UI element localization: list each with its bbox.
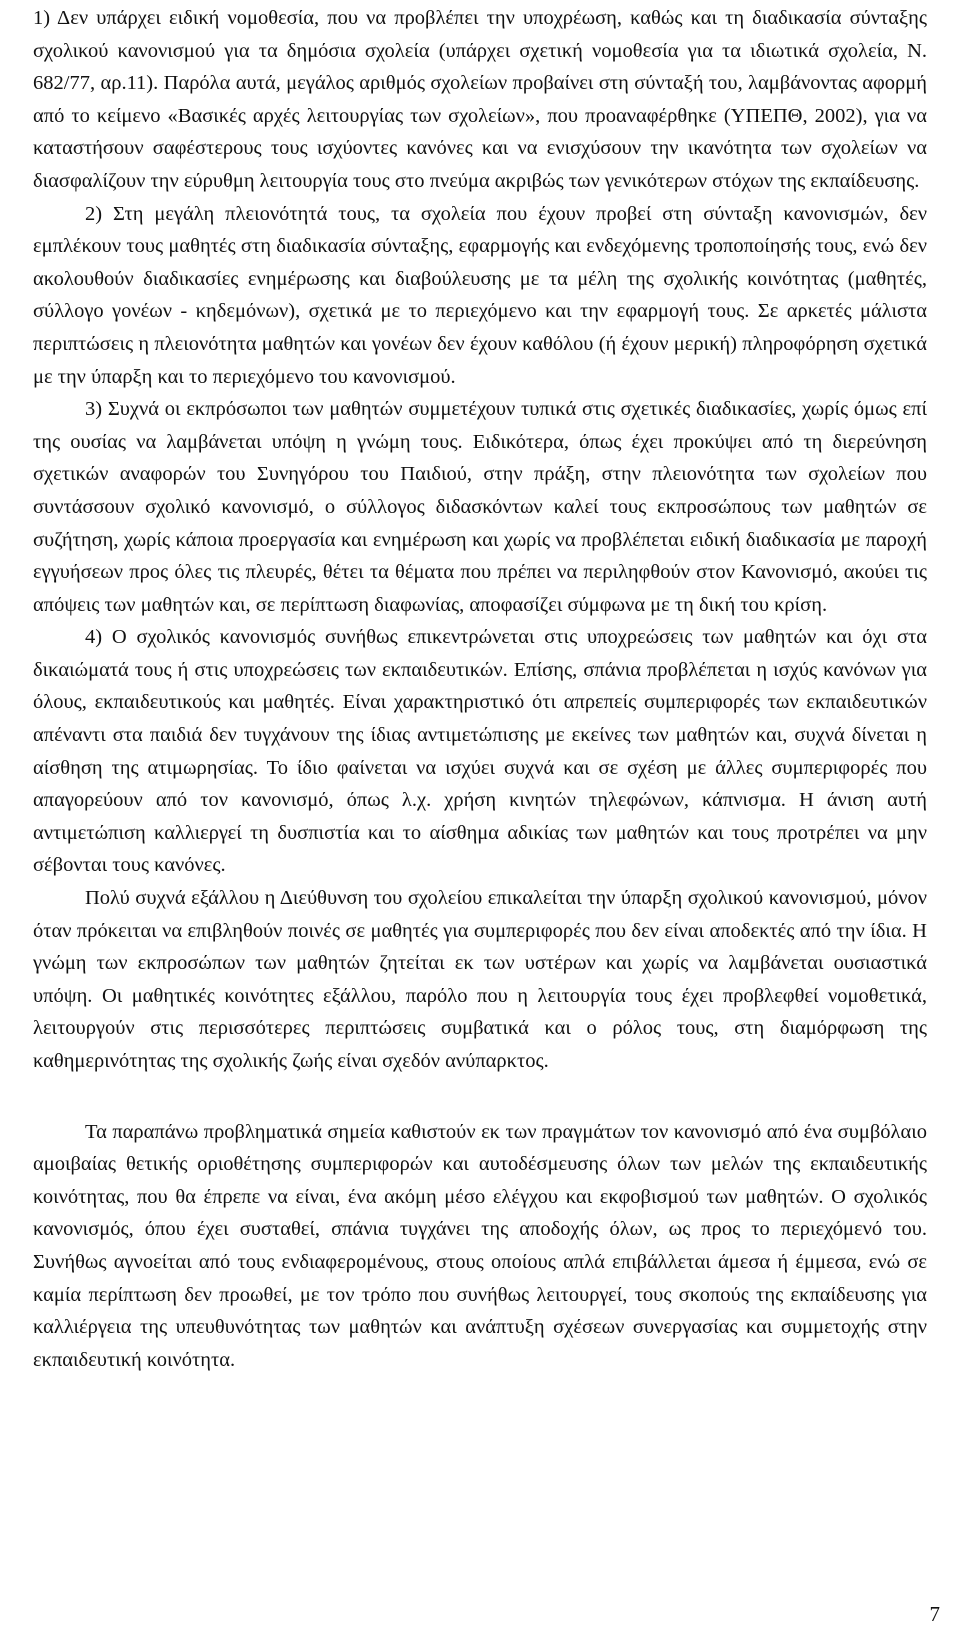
paragraph-2: 2) Στη μεγάλη πλειονότητά τους, τα σχολεία που έχουν προβεί στη σύνταξη κανονισμών, δεν εμπλέκουν τους μαθητές στη διαδικασία σύνταξης, εφαρμογής και ενδεχόμενης τροποποίησής τους, ενώ δεν ακολουθούν διαδικασίες ενημέρωσης και διαβούλευσης με τα μέλη της σχολικής κοινότητας (μαθητές, σύλλογο γονέων - κηδεμόνων), σχετικά με το περιεχόμενο και την εφαρμογή τους. Σε αρκετές μάλιστα περιπτώσεις η πλειονότητα μαθητών και γονέων δεν έχουν καθόλου (ή έχουν μερική) πληροφόρηση σχετικά με την ύπαρξη και το περιεχόμενο του κανονισμού.: [33, 202, 927, 388]
paragraph-gap: [33, 1078, 927, 1116]
paragraph-3: 3) Συχνά οι εκπρόσωποι των μαθητών συμμετέχουν τυπικά στις σχετικές διαδικασίες, χωρίς όμως επί της ουσίας να λαμβάνεται υπόψη η γνώμη τους. Ειδικότερα, όπως έχει προκύψει από τη διερεύνηση σχετικών αναφορών του Συνηγόρου του Παιδιού, στην πράξη, στην πλειονότητα των σχολείων που συντάσσουν σχολικό κανονισμό, ο σύλλογος διδασκόντων καλεί τους εκπροσώπους των μαθητών σε συζήτηση, χωρίς κάποια προεργασία και ενημέρωση και χωρίς να προβλέπεται ειδική διαδικασία με παροχή εγγυήσεων προς όλες τις πλευρές, θέτει τα θέματα που πρέπει να περιληφθούν στον Κανονισμό, ακούει τις απόψεις των μαθητών και, σε περίπτωση διαφωνίας, αποφασίζει σύμφωνα με τη δική του κρίση.: [33, 398, 927, 616]
page-number: 7: [929, 1602, 940, 1626]
paragraph-4: 4) Ο σχολικός κανονισμός συνήθως επικεντρώνεται στις υποχρεώσεις των μαθητών και όχι στα δικαιώματά τους ή στις υποχρεώσεις των εκπαιδευτικών. Επίσης, σπάνια προβλέπεται η ισχύς κανόνων για όλους, εκπαιδευτικούς και μαθητές. Είναι χαρακτηριστικό ότι απρεπείς συμπεριφορές των εκπαιδευτικών απέναντι στα παιδιά δεν τυγχάνουν της ίδιας αντιμετώπισης με εκείνες των μαθητών και, συχνά δίνεται η αίσθηση της ατιμωρησίας. Το ίδιο φαίνεται να ισχύει συχνά και σε σχέση με άλλες συμπεριφορές που απαγορεύουν από τον κανονισμό, όπως λ.χ. χρήση κινητών τηλεφώνων, κάπνισμα. Η άνιση αυτή αντιμετώπιση καλλιεργεί τη δυσπιστία και το αίσθημα αδικίας των μαθητών και τους προτρέπει να μην σέβονται τους κανόνες.: [33, 626, 927, 877]
paragraph-1: 1) Δεν υπάρχει ειδική νομοθεσία, που να προβλέπει την υποχρέωση, καθώς και τη διαδικασία σύνταξης σχολικού κανονισμού για τα δημόσια σχολεία (υπάρχει σχετική νομοθεσία για τα ιδιωτικά σχολεία, Ν. 682/77, αρ.11). Παρόλα αυτά, μεγάλος αριθμός σχολείων προβαίνει στη σύνταξή του, λαμβάνοντας αφορμή από το κείμενο «Βασικές αρχές λειτουργίας των σχολείων», που προαναφέρθηκε (ΥΠΕΠΘ, 2002), για να καταστήσουν σαφέστερους τους ισχύοντες κανόνες και να ενισχύσουν την ικανότητα των σχολείων να διασφαλίζουν την εύρυθμη λειτουργία τους στο πνεύμα ακριβώς των γενικότερων στόχων της εκπαίδευσης.: [33, 7, 927, 192]
paragraph-5: Πολύ συχνά εξάλλου η Διεύθυνση του σχολείου επικαλείται την ύπαρξη σχολικού κανονισμού, μόνον όταν πρόκειται να επιβληθούν ποινές σε μαθητές για συμπεριφορές που δεν είναι αποδεκτές από την ίδια. Η γνώμη των εκπροσώπων των μαθητών ζητείται εκ των υστέρων και χωρίς να λαμβάνεται ουσιαστικά υπόψη. Οι μαθητικές κοινότητες εξάλλου, παρόλο που η λειτουργία τους έχει προβλεφθεί νομοθετικά, λειτουργούν στις περισσότερες περιπτώσεις συμβατικά και ο ρόλος τους, στη διαμόρφωση της καθημερινότητας της σχολικής ζωής είναι σχεδόν ανύπαρκτος.: [33, 887, 927, 1072]
paragraph-6: Τα παραπάνω προβληματικά σημεία καθιστούν εκ των πραγμάτων τον κανονισμό από ένα συμβόλαιο αμοιβαίας θετικής οριοθέτησης συμπεριφορών και αυτοδέσμευσης όλων των μελών της εκπαιδευτικής κοινότητας, που θα έπρεπε να είναι, ένα ακόμη μέσο ελέγχου και εκφοβισμού των μαθητών. Ο σχολικός κανονισμός, όπου έχει συσταθεί, σπάνια τυγχάνει της αποδοχής όλων, ως προς το περιεχόμενό του. Συνήθως αγνοείται από τους ενδιαφερομένους, στους οποίους απλά επιβάλλεται άμεσα ή έμμεσα, ενώ σε καμία περίπτωση δεν προωθεί, με τον τρόπο που συνήθως λειτουργεί, τους σκοπούς της εκπαίδευσης για καλλιέργεια της υπευθυνότητας των μαθητών και ανάπτυξη σχέσεων συνεργασίας και συμμετοχής στην εκπαιδευτική κοινότητα.: [33, 1120, 927, 1371]
document-page: [33, 0, 927, 1376]
